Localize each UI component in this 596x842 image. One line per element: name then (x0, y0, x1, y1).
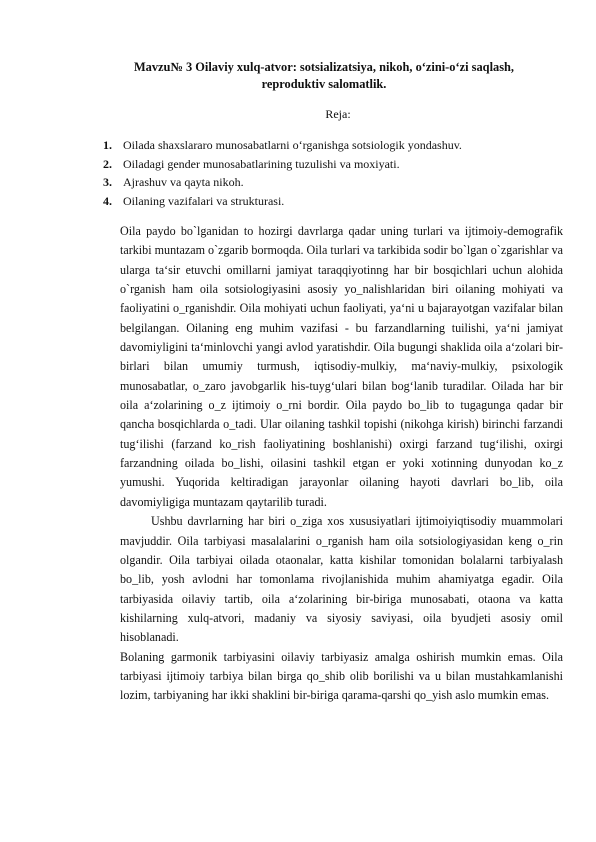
plan-item-number: 2. (103, 156, 112, 171)
title-line-1: Mavzu№ 3 Oilaviy xulq-atvor: sotsializatsiya, nikoh, o‘zini-o‘zi saqlash, (133, 60, 515, 74)
plan-item (103, 173, 563, 192)
plan-list (103, 136, 563, 210)
plan-item (103, 192, 563, 211)
plan-heading-label: Reja: (325, 107, 351, 121)
body-paragraph: Bolaning garmonik tarbiyasini oilaviy tarbiyasiz amalga oshirish mumkin emas. Oila tarbiyasi ijtimoiy tarbiya bilan birga qo_shib olib borilishi va u bilan mustahkamlanishi lozim, tarbiyaning har ikki shaklini bir-biriga qarama-qarshi qo_yish aslo mumkin emas. (120, 649, 563, 703)
plan-item-text: Oilada shaxslararo munosabatlarni o‘rganishga sotsiologik yondashuv. (123, 138, 462, 152)
plan-heading (0, 107, 596, 122)
plan-item-number: 3. (103, 175, 112, 190)
body-paragraph: Ushbu davrlarning har biri o_ziga xos xususiyatlari ijtimoiyiqtisodiy muammolari mavjuddir. Oila tarbiyasi masalalarini o_rganish ham oila sotsiologiyasidan keng o_rin olgandir. Oila tarbiyai oilada otaonalar, katta kishilar tomonidan bolalarni tarbiyalash bo_lib, yosh avlodni har tomonlama rivojlanishida muhim ahamiyatga egadir. Oila tarbiyasida oilaviy tartib, oila a‘zolarining bir-biriga munosabati, otaona va katta kishilarning xulq-atvori, madaniy va siyosiy saviyasi, oila byudjeti asosiy omil hisoblanadi. (120, 514, 563, 645)
plan-item-number: 1. (103, 138, 112, 152)
plan-item-text: Oilaning vazifalari va strukturasi. (123, 193, 285, 208)
document-body (120, 222, 563, 706)
plan-item-text: Ajrashuv va qayta nikoh. (123, 175, 244, 190)
document-title (96, 59, 552, 93)
title-line-2: reproduktiv salomatlik. (261, 77, 387, 91)
plan-item-text: Oiladagi gender munosabatlarining tuzulishi va moxiyati. (123, 156, 400, 171)
plan-item (103, 155, 563, 174)
plan-item (103, 136, 563, 155)
plan-item-number: 4. (103, 193, 112, 208)
body-paragraph: Oila paydo bo`lganidan to hozirgi davrlarga qadar uning turlari va ijtimoiy-demografik tarkibi muntazam o`zgarib bormoqda. Oila turlari va tarkibida sodir bo`lgan o`zgarishlar va ularga ta‘sir etuvchi omillarni jamiyat taraqqiyotinng har bir bosqichlari uchun alohida o`rganish ham oila sotsiologiyasini asosiy yo_nalishlaridan biri oilaning mohiyati va faoliyatini o_rganishdir. Oila mohiyati uchun faoliyati, ya‘ni u bajarayotgan vazifalar bilan belgilangan. Oilaning eng muhim vazifasi - bu farzandlarning tuilishi, ya‘ni jamiyat davomiyligini ta‘minlovchi yangi avlod yaratishdir. Oila bugungi shaklida oila a‘zolari bir-birlari bilan umumiy turmush, iqtisodiy-mulkiy, ma‘naviy-mulkiy, psixologik munosabatlar, o_zaro javobgarlik his-tuyg‘ulari bilan bog‘lanib turadilar. Oilada har bir oila a‘zolarining o_z ijtimoiy o_rni bordir. Oila paydo bo_lib to tugagunga qadar bir qancha bosqichlarda o_tadi. Ular oilaning tashkil topishi (nikohga kirish) birinchi farzandi tug‘ilishi (farzand ko_rish faoliyatining boshlanishi) oxirgi farzand tug‘ilishi, oxirgi farzandning oilada bo_lishi, oilasini tashkil etgan er yoki xotinning dunyodan ko_z yumushi. Yuqorida keltiradigan jarayonlar oilaning hayoti davrlari bo_lib, oila davomiyligiga muntazam qaytarilib turadi. (120, 224, 563, 509)
